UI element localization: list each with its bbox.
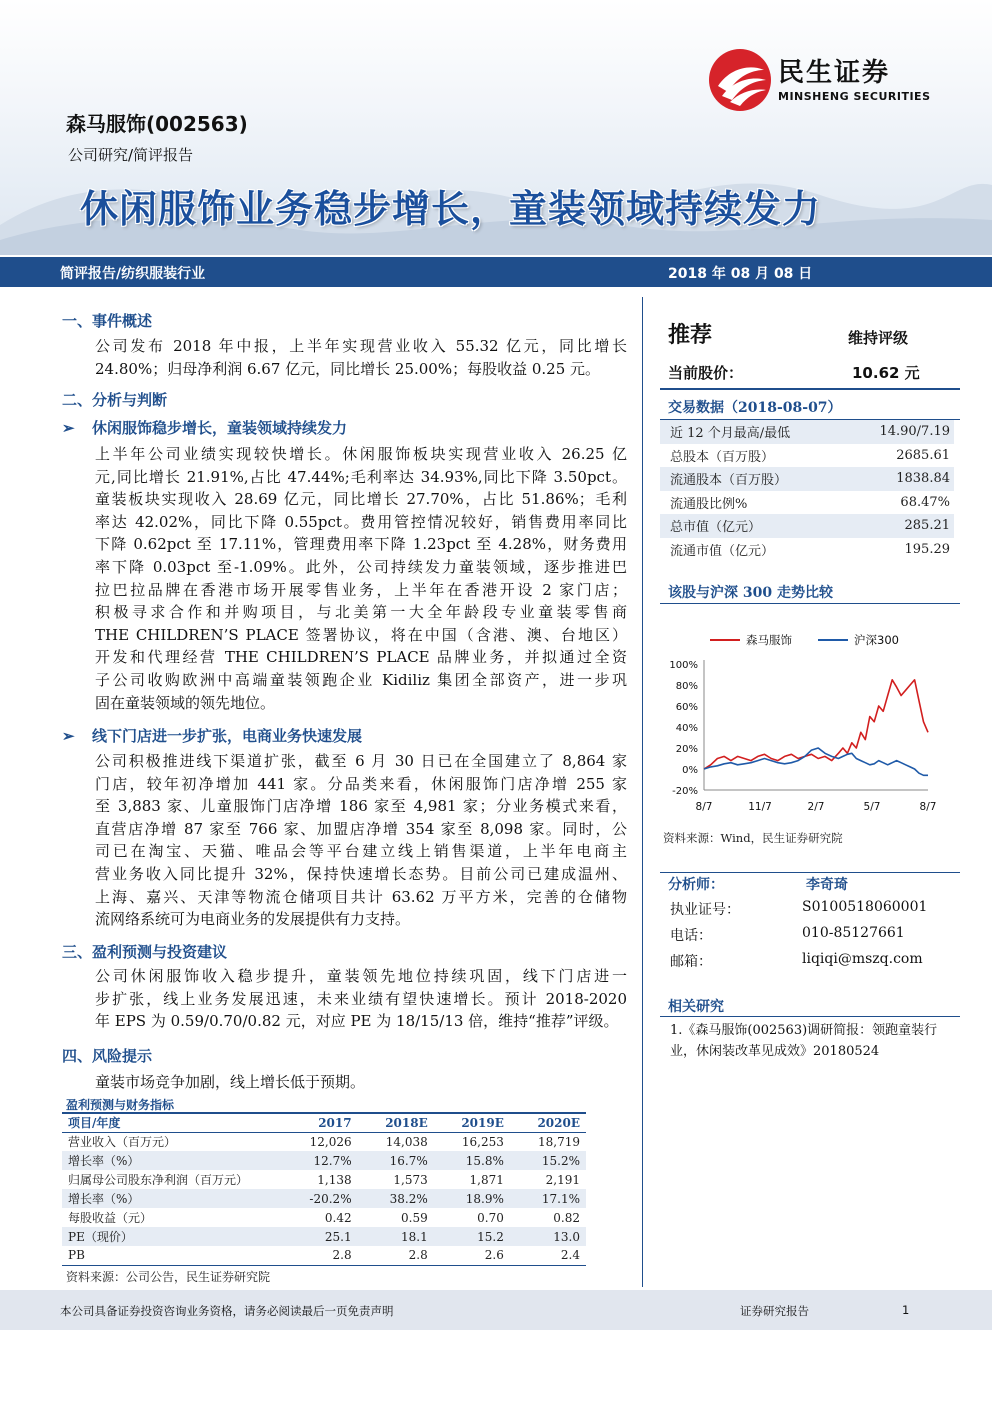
table-header-cell: 2017 — [282, 1113, 358, 1132]
divider-line — [660, 603, 960, 604]
table-cell: 12,026 — [309, 1134, 352, 1149]
trade-data-title: 交易数据（2018-08-07） — [668, 400, 842, 416]
table-cell: 增长率（%） — [62, 1189, 282, 1208]
table-cell: 0.70 — [477, 1210, 504, 1225]
table-cell: 2.8 — [358, 1246, 434, 1265]
section-title-analysis: 二、分析与判断 — [62, 391, 168, 409]
text-line: 元,同比增长 21.91%,占比 47.44%;毛利率达 34.93%,同比下降 3.50pct。 — [95, 467, 627, 486]
price-label: 当前股价： — [668, 364, 744, 382]
section-body-forecast — [95, 965, 627, 1033]
table-row — [62, 1227, 586, 1246]
chart-source: 资料来源：Wind，民生证券研究院 — [663, 831, 843, 845]
x-tick-label: 11/7 — [748, 801, 772, 813]
series-line — [704, 680, 928, 769]
related-research-item[interactable]: 1.《森马服饰(002563)调研简报：领跑童装行业，休闲装改革见成效》20180524 — [670, 1023, 938, 1059]
footer-disclaimer: 本公司具备证券投资咨询业务资格，请务必阅读最后一页免责声明 — [60, 1304, 394, 1318]
table-cell: 1,138 — [317, 1172, 352, 1187]
page-number: 1 — [902, 1303, 910, 1317]
cert-label: 执业证号： — [670, 902, 740, 918]
table-header-row — [62, 1113, 586, 1132]
y-tick-label: -20% — [672, 786, 698, 797]
text-line: 公司休闲服饰收入稳步提升，童装领先地位持续巩固，线下门店进一 — [95, 967, 627, 985]
y-tick-label: 100% — [669, 660, 698, 671]
chart-section-title: 该股与沪深 300 走势比较 — [668, 585, 833, 601]
table-cell: 总市值（亿元） — [660, 514, 843, 538]
arrow-bullet-icon: ➢ — [62, 727, 75, 745]
subsection-title-stores — [62, 725, 362, 746]
table-header-cell: 项目/年度 — [62, 1113, 282, 1132]
table-cell: 195.29 — [904, 541, 950, 557]
table-row — [660, 514, 954, 538]
y-tick-label: 40% — [675, 723, 698, 734]
table-cell: 2685.61 — [896, 447, 950, 463]
legend-label: 森马服饰 — [746, 633, 792, 647]
table-row — [660, 538, 954, 562]
stock-comparison-chart — [660, 620, 960, 820]
table-header-cell: 2019E — [434, 1113, 510, 1132]
phone-value: 010-85127661 — [802, 925, 905, 941]
text-line: THE CHILDREN’S PLACE 签署协议，将在中国（含港、澳、台地区） — [95, 625, 627, 644]
analyst-name: 李奇琦 — [806, 877, 848, 893]
table-cell: 0.82 — [553, 1210, 580, 1225]
table-cell: 68.47% — [900, 494, 950, 510]
text-line: 上半年公司业绩实现较快增长。休闲服饰板块实现营业收入 26.25 亿 — [95, 445, 627, 463]
section-body-casual — [95, 443, 627, 714]
text-line: 24.80%；归母净利润 6.67 亿元，同比增长 25.00%；每股收益 0.25 元。 — [95, 359, 601, 378]
subsection-title-text: 休闲服饰稳步增长，童装领域持续发力 — [92, 419, 348, 437]
table-cell: 18.9% — [434, 1189, 510, 1208]
subsection-title-casual — [62, 417, 347, 438]
text-line: 率达 42.02%，同比下降 0.55pct。费用管控情况较好，销售费用率同比 — [95, 512, 627, 531]
text-line: 下降 0.62pct 至 17.11%，管理费用率下降 1.23pct 至 4.28%，财务费用 — [95, 535, 627, 554]
x-tick-label: 8/7 — [695, 801, 713, 813]
text-line: 上海、嘉兴、天津等物流仓储项目共计 63.62 万平方米，完善的仓储物 — [95, 887, 627, 906]
table-row — [660, 467, 954, 491]
table-cell: 流通股比例% — [670, 496, 748, 512]
trade-data-table — [660, 420, 954, 561]
table-cell: 18.1 — [358, 1227, 434, 1246]
table-cell: 1,573 — [393, 1172, 428, 1187]
financial-table-source: 资料来源：公司公告，民生证券研究院 — [66, 1270, 271, 1284]
text-line: 子公司收购欧洲中高端童装领跑企业 Kidiliz 集团全部资产，进一步巩 — [95, 670, 627, 689]
minsheng-logo-icon — [708, 48, 772, 112]
text-line: 步扩张，线上业务发展迅速，未来业绩有望快速增长。预计 2018-2020 — [95, 989, 627, 1008]
column-divider — [642, 297, 643, 1287]
text-line: 流网络系统可为电商业务的发展提供有力支持。 — [95, 910, 411, 929]
table-cell: 12.7% — [282, 1151, 358, 1170]
table-cell: 18,719 — [538, 1134, 580, 1149]
table-cell: 0.59 — [401, 1210, 428, 1225]
section-title-forecast: 三、盈利预测与投资建议 — [62, 943, 228, 961]
table-row — [660, 491, 954, 515]
table-row — [62, 1208, 586, 1227]
brand-name-cn: 民生证券 — [778, 58, 891, 88]
text-line: 童装市场竞争加剧，线上增长低于预期。 — [95, 1073, 366, 1091]
table-cell: 15.2 — [434, 1227, 510, 1246]
text-line: 开发和代理经营 THE CHILDREN’S PLACE 品牌业务，并拟通过全资 — [95, 648, 627, 667]
section-body-risk — [95, 1071, 627, 1094]
table-cell: -20.2% — [282, 1189, 358, 1208]
rating-label: 推荐 — [668, 323, 713, 348]
x-tick-label: 8/7 — [919, 801, 937, 813]
table-row — [62, 1151, 586, 1170]
table-row — [62, 1189, 586, 1208]
table-cell: 增长率（%） — [62, 1151, 282, 1170]
company-name: 森马服饰(002563) — [66, 112, 248, 136]
table-cell: 1,871 — [469, 1172, 504, 1187]
y-tick-label: 0% — [682, 765, 698, 776]
table-cell: 每股收益（元） — [68, 1211, 153, 1225]
email-label: 邮箱： — [670, 954, 712, 970]
table-cell: 流通股本（百万股） — [660, 467, 843, 491]
divider-line — [660, 1016, 960, 1017]
divider-line — [660, 872, 960, 873]
table-cell: 流通市值（亿元） — [670, 543, 775, 559]
table-cell: 2.4 — [510, 1246, 586, 1265]
table-cell: 15.8% — [434, 1151, 510, 1170]
x-tick-label: 5/7 — [863, 801, 881, 813]
cert-value: S0100518060001 — [802, 899, 928, 915]
text-line: 至 3,883 家、儿童服饰门店净增 186 家至 4,981 家；分业务模式来看， — [95, 797, 627, 816]
section-body-event — [95, 335, 627, 380]
table-cell: 0.42 — [324, 1210, 352, 1225]
report-type: 公司研究/简评报告 — [68, 146, 194, 164]
table-cell: 14,038 — [385, 1134, 428, 1149]
table-cell: 13.0 — [510, 1227, 586, 1246]
table-cell: 25.1 — [282, 1227, 358, 1246]
divider-line — [660, 388, 960, 390]
section-title-event: 一、事件概述 — [62, 312, 153, 330]
section-body-stores — [95, 750, 627, 931]
table-cell: 近 12 个月最高/最低 — [660, 420, 843, 444]
text-line: 积极寻求合作和并购项目，与北美第一大全年龄段专业童装零售商 — [95, 603, 627, 622]
subsection-title-text: 线下门店进一步扩张，电商业务快速发展 — [92, 727, 363, 745]
text-line: 童装板块实现收入 28.69 亿元，同比增长 27.70%，占比 51.86%；毛利 — [95, 490, 627, 509]
table-cell: 16,253 — [461, 1134, 504, 1149]
y-tick-label: 80% — [675, 681, 698, 692]
table-cell: PB — [62, 1246, 282, 1265]
brand-name-en: MINSHENG SECURITIES — [778, 90, 931, 103]
price-value: 10.62 元 — [852, 364, 920, 382]
report-category: 简评报告/纺织服装行业 — [60, 266, 206, 282]
x-tick-label: 2/7 — [807, 801, 825, 813]
table-cell: 14.90/7.19 — [843, 420, 954, 444]
rating-action: 维持评级 — [848, 329, 909, 347]
table-cell: 2.6 — [434, 1246, 510, 1265]
text-line: 门店，较年初净增加 441 家。分品类来看，休闲服饰门店净增 255 家 — [95, 774, 627, 793]
table-row — [62, 1170, 586, 1189]
phone-label: 电话： — [670, 928, 712, 944]
report-title: 休闲服饰业务稳步增长，童装领域持续发力 — [80, 187, 822, 231]
y-tick-label: 20% — [675, 744, 698, 755]
table-cell: 38.2% — [358, 1189, 434, 1208]
table-row — [62, 1246, 586, 1265]
legend-label: 沪深300 — [854, 633, 899, 647]
table-cell: 总股本（百万股） — [670, 449, 775, 465]
table-cell: 16.7% — [358, 1151, 434, 1170]
financial-table-title: 盈利预测与财务指标 — [66, 1098, 175, 1112]
email-value[interactable]: liqiqi@mszq.com — [802, 951, 923, 967]
text-line: 营业务收入同比提升 32%，保持快速增长态势。目前公司已建成温州、 — [95, 864, 627, 883]
report-date: 2018 年 08 月 08 日 — [668, 266, 813, 282]
text-line: 率下降 0.03pct 至-1.09%。此外，公司持续发力童装领域，逐步推进巴 — [95, 557, 627, 576]
text-line: 公司积极推进线下渠道扩张，截至 6 月 30 日已在全国建立了 8,864 家 — [95, 752, 627, 770]
table-cell: 17.1% — [510, 1189, 586, 1208]
table-cell: 285.21 — [843, 514, 954, 538]
series-line — [704, 748, 928, 775]
arrow-bullet-icon: ➢ — [62, 419, 75, 437]
table-header-cell: 2018E — [358, 1113, 434, 1132]
text-line: 固在童装领域的领先地位。 — [95, 693, 276, 712]
table-row — [660, 420, 954, 444]
table-cell: 归属母公司股东净利润（百万元） — [68, 1173, 249, 1187]
footer-doc-type: 证券研究报告 — [740, 1304, 809, 1318]
related-research-title: 相关研究 — [668, 999, 724, 1015]
table-header-cell: 2020E — [510, 1113, 586, 1132]
y-tick-label: 60% — [675, 702, 698, 713]
table-cell: 15.2% — [510, 1151, 586, 1170]
text-line: 年 EPS 为 0.59/0.70/0.82 元，对应 PE 为 18/15/13 倍，维持“推荐”评级。 — [95, 1012, 619, 1031]
table-cell: PE（现价） — [62, 1227, 282, 1246]
table-cell: 1838.84 — [843, 467, 954, 491]
text-line: 公司发布 2018 年中报，上半年实现营业收入 55.32 亿元，同比增长 — [95, 337, 627, 355]
text-line: 拉巴拉品牌在香港市场开展零售业务，上半年在香港开设 2 家门店； — [95, 580, 627, 599]
table-row — [62, 1132, 586, 1151]
table-cell: 营业收入（百万元） — [68, 1135, 177, 1150]
financial-table — [62, 1112, 586, 1266]
table-cell: 2,191 — [545, 1172, 580, 1187]
table-cell: 2.8 — [282, 1246, 358, 1265]
analyst-label: 分析师： — [668, 877, 724, 893]
section-title-risk: 四、风险提示 — [62, 1047, 153, 1065]
text-line: 司已在淘宝、天猫、唯品会等平台建立线上销售渠道，上半年电商主 — [95, 842, 627, 861]
table-row — [660, 444, 954, 468]
text-line: 直营店净增 87 家至 766 家、加盟店净增 354 家至 8,098 家。同时，公 — [95, 819, 627, 838]
